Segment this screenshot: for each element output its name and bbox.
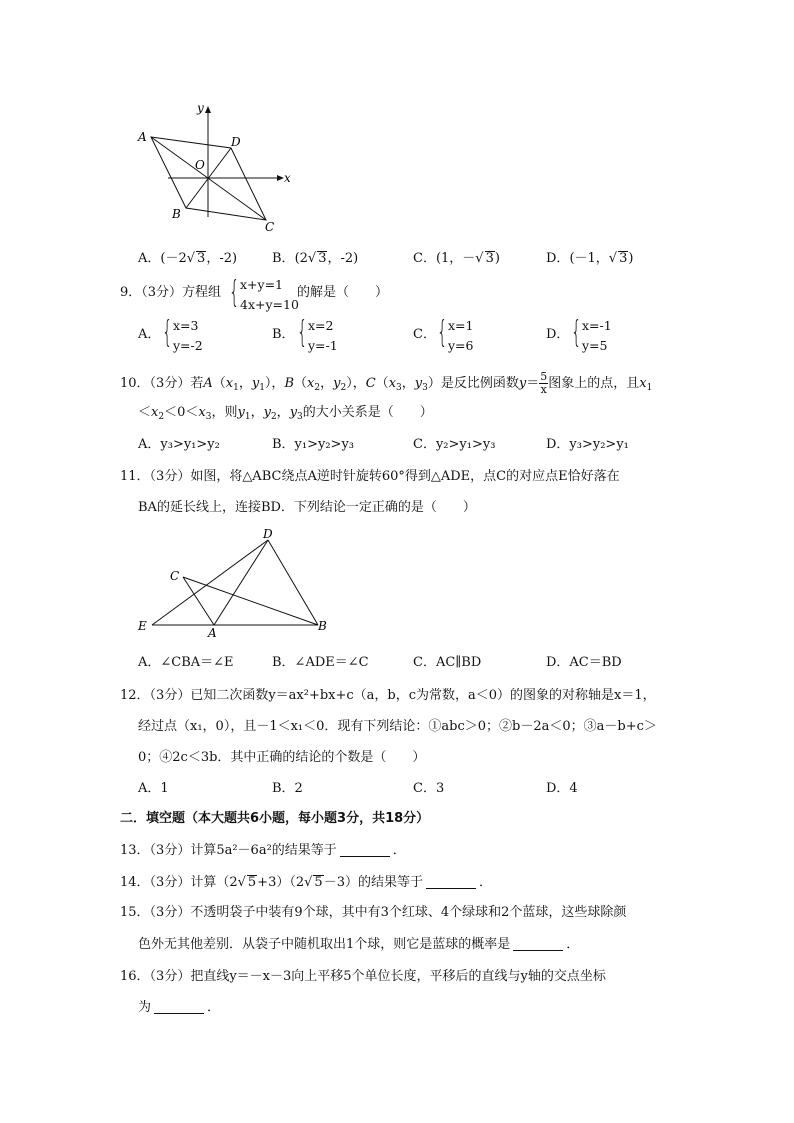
q10-text-b: 是反比例函数 <box>440 376 519 391</box>
q11-option-c: C．AC∥BD <box>413 655 482 670</box>
q8-b-pre: (2 <box>294 251 308 266</box>
q16-post: ． <box>207 1000 221 1015</box>
q10-frac-num: 5 <box>540 370 548 383</box>
q8-a-post: ，-2) <box>206 251 238 266</box>
q10-text-e: 的大小关系是（ ） <box>302 405 433 420</box>
q10-line2: $<x_2<0<x_3$，则$y_1$，$y_2$，$y_3$的大小关系是（ ） <box>138 405 433 422</box>
q12-line1: 12．（3分）已知二次函数y＝ax²+bx+c（a，b，c为常数，a＜0）的图象的对称轴是x＝1， <box>120 688 656 703</box>
q9-c-letter: C． <box>413 327 436 342</box>
q8-c-pre: (1，－ <box>435 251 476 266</box>
q10-frac-den: x <box>540 383 547 396</box>
q8-b-post: ，-2) <box>327 251 359 266</box>
label-d: D <box>263 527 273 541</box>
brace-icon: { <box>162 315 173 350</box>
q9-stem-prefix: 9．（3分）方程组 <box>120 285 222 300</box>
q13-line <box>120 844 406 857</box>
q11-option-a: A．∠CBA＝∠E <box>138 655 234 670</box>
label-a: A <box>208 626 217 640</box>
q12-option-d: D．4 <box>546 781 578 796</box>
segment-ca <box>183 577 214 625</box>
q9-system <box>240 275 299 315</box>
q13-text: 13．（3分）计算5a²－6a²的结果等于 <box>120 843 337 858</box>
q9-a-line1: x=3 <box>173 318 199 333</box>
answer-blank[interactable] <box>426 876 476 889</box>
radical-sign: √ <box>307 251 317 266</box>
q9-c-line2: y=6 <box>448 338 474 353</box>
q8-b-letter: B． <box>272 251 295 266</box>
q10-option-c: C．y₂>y₁>y₃ <box>413 437 496 452</box>
q12-line3: 0；④2c＜3b．其中正确的结论的个数是（ ） <box>138 750 426 765</box>
q9-eq1: x+y=1 <box>240 277 284 292</box>
answer-blank[interactable] <box>513 938 563 951</box>
q14-pre: 14．（3分）计算（2 <box>120 875 238 890</box>
radical-sign: √ <box>237 875 246 890</box>
q8-b-radicand: 3 <box>318 251 327 266</box>
q10-line1: 10．（3分）若$A(x_1$，$y_1$），$B(x_2$，$y_2$），$C(x_3$，$y_3$）是反比例函数y＝ $\frac{5}{x}$ 图象上的点，且$x_1$ <box>120 370 653 396</box>
q9-stem-suffix: 的解是（ ） <box>297 285 389 300</box>
q8-option-c <box>413 251 500 265</box>
q14-radicand-1: 5 <box>247 875 257 890</box>
label-y: y <box>197 101 204 115</box>
radical-sign: √ <box>304 875 313 890</box>
answer-blank[interactable] <box>340 844 390 857</box>
q9-a-system <box>173 316 203 356</box>
q14-mid2: －3）的结果等于 <box>323 875 423 890</box>
q14-post: ． <box>478 875 492 890</box>
q9-b-system <box>308 316 338 356</box>
q10-option-d: D．y₃>y₂>y₁ <box>546 437 629 452</box>
segment-ad <box>214 540 268 625</box>
segment-cb <box>183 577 318 625</box>
q12-line2: 经过点（x₁，0），且－1＜x₁＜0．现有下列结论：①abc＞0；②b－2a＜0；③a－b+c＞ <box>138 719 657 734</box>
q15-text: 色外无其他差别．从袋子中随机取出1个球，则它是蓝球的概率是 <box>138 937 511 952</box>
q9-d-system <box>582 316 612 356</box>
q15-line2 <box>138 938 579 951</box>
q9-d-line2: y=5 <box>582 338 608 353</box>
q8-a-letter: A． <box>138 251 161 266</box>
q14-mid: +3）（2 <box>257 875 305 890</box>
q10-fraction <box>539 371 548 396</box>
q9-d-line1: x=-1 <box>582 318 612 333</box>
q10-text-d: ，则 <box>211 405 238 420</box>
q14-radicand-2: 5 <box>314 875 323 890</box>
label-x: x <box>284 171 291 185</box>
coordinate-figure <box>135 98 305 238</box>
label-d: D <box>231 135 241 149</box>
radical-sign: √ <box>608 251 618 266</box>
q10-text-a: 10．（3分）若 <box>120 376 204 391</box>
q11-line2: BA的延长线上，连接BD．下列结论一定正确的是（ ） <box>138 500 476 515</box>
q16-text: 为 <box>138 1000 152 1015</box>
q13-post: ． <box>392 843 406 858</box>
radical-sign: √ <box>186 251 196 266</box>
q10-text-c: 图象上的点，且 <box>548 376 640 391</box>
q9-eq2: 4x+y=10 <box>240 297 299 312</box>
q8-c-radicand: 3 <box>485 251 494 266</box>
q15-line1: 15．（3分）不透明袋子中装有9个球，其中有3个红球、4个绿球和2个蓝球，这些球除颜 <box>120 905 627 920</box>
q9-b-letter: B． <box>272 327 295 342</box>
x-axis-arrow <box>277 175 284 181</box>
label-c: C <box>170 569 180 583</box>
triangle-figure <box>135 526 335 641</box>
answer-blank[interactable] <box>154 1001 204 1014</box>
q9-a-letter: A． <box>138 327 161 342</box>
label-a: A <box>138 130 147 144</box>
section-heading: 二．填空题（本大题共6小题，每小题3分，共18分） <box>120 811 430 826</box>
q12-option-c: C．3 <box>413 781 445 796</box>
q10-option-a: A．y₃>y₁>y₂ <box>138 437 220 452</box>
segment-db <box>268 540 318 625</box>
q9-c-line1: x=1 <box>448 318 474 333</box>
q14-line <box>120 875 492 889</box>
q11-line1: 11．（3分）如图，将△ABC绕点A逆时针旋转60°得到△ADE，点C的对应点E恰好落在 <box>120 469 620 484</box>
q9-b-line1: x=2 <box>308 318 334 333</box>
q12-option-a: A．1 <box>138 781 169 796</box>
q9-c-system <box>448 316 474 356</box>
label-b: B <box>318 619 327 633</box>
q8-a-radicand: 3 <box>197 251 206 266</box>
radical-sign: √ <box>475 251 484 266</box>
brace-icon: { <box>437 315 448 350</box>
q16-line1: 16．（3分）把直线y＝－x－3向上平移5个单位长度，平移后的直线与y轴的交点坐标 <box>120 969 606 984</box>
q8-d-pre: (－1， <box>569 251 609 266</box>
q11-option-d: D．AC＝BD <box>546 655 622 670</box>
q8-option-a <box>138 251 237 265</box>
q8-c-letter: C． <box>413 251 436 266</box>
label-b: B <box>172 207 181 221</box>
q11-option-b: B．∠ADE＝∠C <box>272 655 369 670</box>
label-e: E <box>138 619 147 633</box>
q9-b-line2: y=-1 <box>308 338 338 353</box>
label-c: C <box>265 220 275 234</box>
q9-d-letter: D． <box>546 327 570 342</box>
q8-d-radicand: 3 <box>619 251 628 266</box>
q8-option-b <box>272 251 358 265</box>
brace-icon: { <box>571 315 582 350</box>
brace-icon: { <box>229 275 240 310</box>
q8-c-post: ) <box>494 251 500 266</box>
q15-post: ． <box>566 937 580 952</box>
q8-option-d <box>546 251 633 265</box>
y-axis-arrow <box>205 106 211 113</box>
q9-a-line2: y=-2 <box>173 338 203 353</box>
q8-a-pre: (－2 <box>160 251 187 266</box>
q8-d-letter: D． <box>546 251 570 266</box>
label-o: O <box>195 158 205 172</box>
brace-icon: { <box>297 315 308 350</box>
q12-option-b: B．2 <box>272 781 303 796</box>
q16-line2 <box>138 1001 220 1014</box>
q10-option-b: B．y₁>y₂>y₃ <box>272 437 355 452</box>
q8-d-post: ) <box>628 251 634 266</box>
